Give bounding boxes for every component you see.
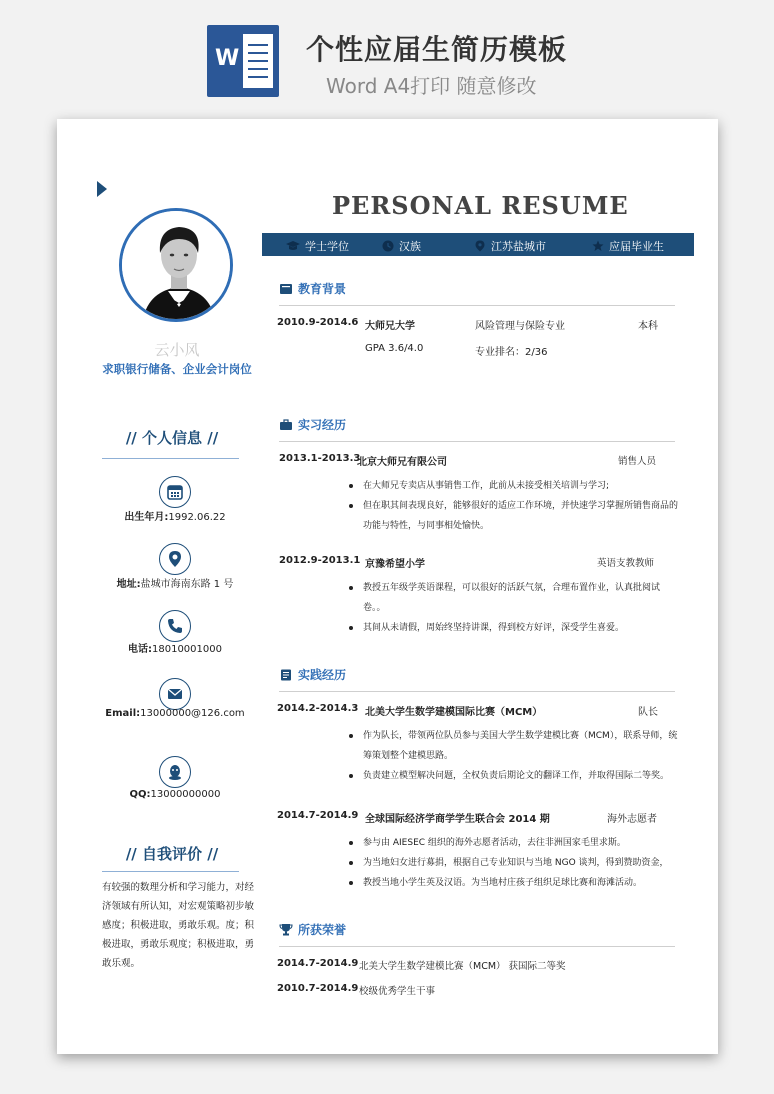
divider — [279, 305, 675, 306]
tag-location: 江苏盐城市 — [474, 238, 546, 254]
practice-heading: 实践经历 — [279, 666, 346, 683]
intern-1-role: 销售人员 — [618, 456, 657, 467]
divider — [279, 691, 675, 692]
intern-1-org: 北京大师兄有限公司 — [357, 457, 447, 468]
list-item: 负责建立模型解决问题，全权负责后期论文的翻译工作，并取得国际二等奖。 — [349, 766, 679, 786]
banner-title: 个性应届生简历模板 — [306, 33, 568, 66]
intern-2-role: 英语支教教师 — [597, 558, 655, 569]
resume-title: PERSONAL RESUME — [332, 191, 629, 220]
self-eval-text: 有较强的数理分析和学习能力，对经济领域有所认知，对宏观策略初步敏感度；积极进取，勇敢乐观。度；积极进取，勇敢乐观度；积极进取，勇敢乐观。 — [102, 882, 255, 969]
education-heading: 教育背景 — [279, 280, 346, 297]
practice-2-bullets — [349, 833, 679, 893]
intern-2-date: 2012.9-2013.1 — [279, 555, 361, 566]
trophy-icon — [279, 923, 293, 936]
document-icon — [279, 669, 293, 681]
honor-1-text: 北美大学生数学建模比赛（MCM） 获国际二等奖 — [359, 961, 566, 972]
resume-page — [57, 119, 718, 1054]
intern-2-bullets — [349, 578, 679, 638]
clock-icon — [382, 240, 394, 252]
mail-icon — [159, 678, 191, 710]
self-eval-heading: // 自我评价 // — [125, 845, 219, 863]
practice-2-org: 全球国际经济学商学学生联合会 2014 期 — [365, 814, 550, 825]
list-item: 但在职其间表现良好，能够很好的适应工作环境，并快速学习掌握所销售商品的功能与特性，与同事相处愉快。 — [349, 496, 679, 536]
book-icon — [279, 283, 293, 295]
list-item: 在大师兄专卖店从事销售工作，此前从未接受相关培训与学习; — [349, 476, 679, 496]
honor-2-text: 校级优秀学生干事 — [359, 986, 436, 997]
practice-2-date: 2014.7-2014.9 — [277, 810, 359, 821]
contact-phone: 电话:18010001000 — [128, 644, 222, 655]
tag-degree: 学士学位 — [286, 238, 349, 254]
candidate-name: 云小风 — [154, 341, 200, 359]
calendar-icon — [159, 476, 191, 508]
contact-birth: 出生年月:1992.06.22 — [124, 512, 226, 523]
divider — [279, 441, 675, 442]
location-icon — [474, 240, 486, 252]
education-major: 风险管理与保险专业 — [475, 321, 565, 332]
intern-1-date: 2013.1-2013.3 — [279, 453, 361, 464]
contact-qq: QQ:13000000000 — [129, 789, 221, 800]
avatar — [119, 208, 233, 322]
practice-1-role: 队长 — [638, 707, 658, 718]
education-gpa: GPA 3.6/4.0 — [365, 343, 424, 354]
divider — [102, 871, 239, 872]
education-degree: 本科 — [638, 321, 658, 332]
location-icon — [159, 543, 191, 575]
list-item: 教授当地小学生英及汉语。为当地村庄孩子组织足球比赛和海滩活动。 — [349, 873, 679, 893]
briefcase-icon — [279, 419, 293, 431]
practice-1-bullets — [349, 726, 679, 786]
internship-heading: 实习经历 — [279, 416, 346, 433]
education-date: 2010.9-2014.6 — [277, 317, 359, 328]
tag-status: 应届毕业生 — [592, 238, 664, 254]
triangle-marker-icon — [97, 181, 107, 197]
practice-1-date: 2014.2-2014.3 — [277, 703, 359, 714]
list-item: 参与由 AIESEC 组织的海外志愿者活动，去往非洲国家毛里求斯。 — [349, 833, 679, 853]
tag-bar — [262, 233, 694, 256]
education-rank: 专业排名：2/36 — [475, 347, 548, 358]
qq-icon — [159, 756, 191, 788]
intern-1-bullets — [349, 476, 679, 536]
honor-2-date: 2010.7-2014.9 — [277, 983, 359, 994]
list-item: 作为队长，带领两位队员参与美国大学生数学建模比赛（MCM），联系导师，统筹策划整个建模思路。 — [349, 726, 679, 766]
banner-subtitle: Word A4打印 随意修改 — [326, 74, 537, 98]
graduation-cap-icon — [286, 240, 300, 252]
intern-2-org: 京豫希望小学 — [365, 559, 425, 570]
list-item: 为当地妇女进行募捐，根据自己专业知识与当地 NGO 谈判，得到赞助资金， — [349, 853, 679, 873]
personal-info-heading: // 个人信息 // — [125, 429, 219, 447]
honors-heading: 所获荣誉 — [279, 921, 346, 938]
phone-icon — [159, 610, 191, 642]
word-logo-icon: W — [207, 25, 279, 97]
contact-email: Email:13000000@126.com — [105, 708, 245, 719]
education-school: 大师兄大学 — [365, 321, 415, 332]
job-objective: 求职银行储备、企业会计岗位 — [102, 362, 252, 376]
list-item: 教授五年级学英语课程，可以很好的活跃气氛，合理布置作业，认真批阅试卷。。 — [349, 578, 679, 618]
tag-ethnicity: 汉族 — [382, 238, 421, 254]
contact-address: 地址:盐城市海南东路 1 号 — [116, 579, 234, 590]
practice-1-org: 北美大学生数学建模国际比赛（MCM） — [365, 707, 543, 718]
honor-1-date: 2014.7-2014.9 — [277, 958, 359, 969]
practice-2-role: 海外志愿者 — [607, 814, 657, 825]
template-banner — [0, 0, 774, 118]
divider — [279, 946, 675, 947]
divider — [102, 458, 239, 459]
star-icon — [592, 240, 604, 252]
list-item: 其间从未请假，周始终坚持讲课，得到校方好评，深受学生喜爱。 — [349, 618, 679, 638]
